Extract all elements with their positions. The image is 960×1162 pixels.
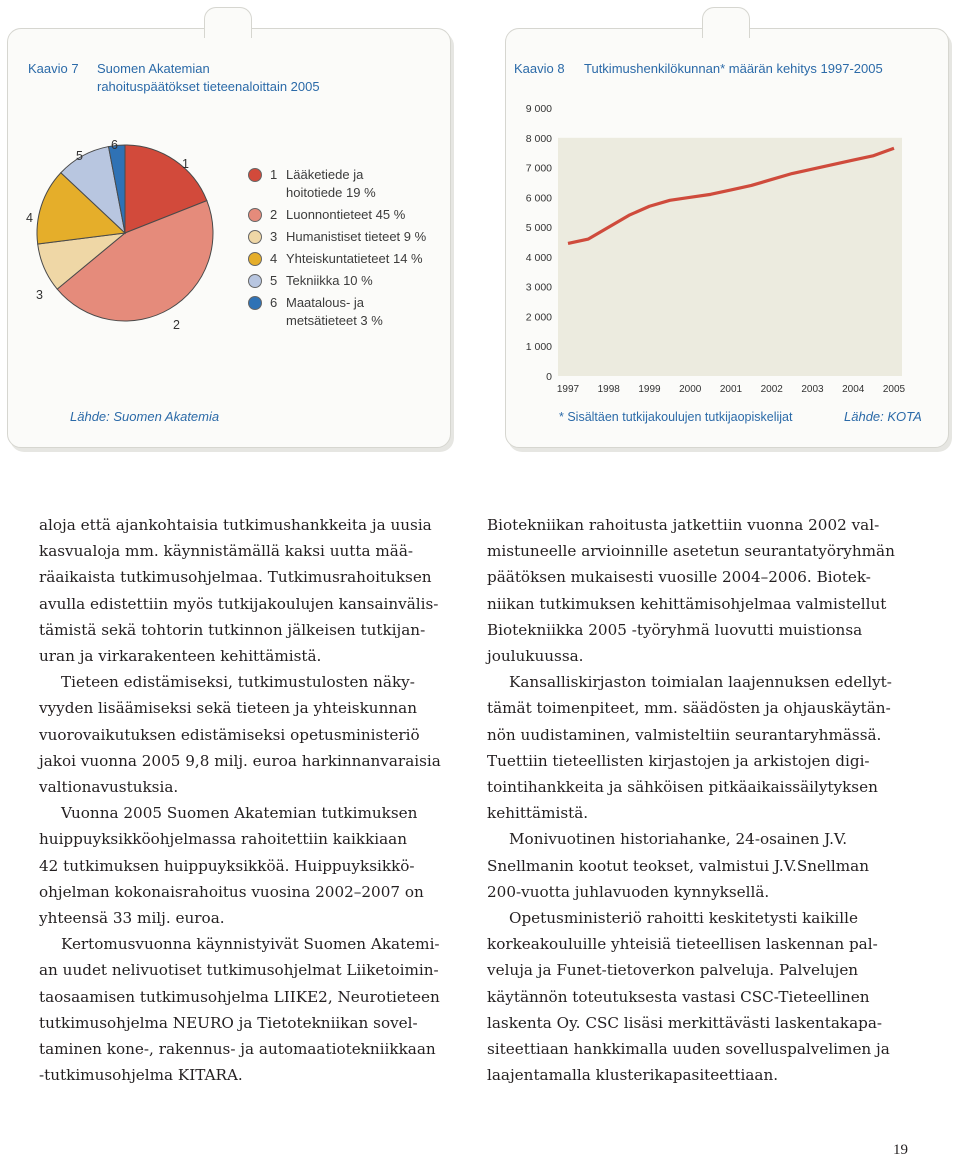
legend-number: 3: [270, 229, 278, 244]
text-line: an uudet nelivuotiset tutkimusohjelmat Liiketoimin-: [39, 961, 439, 980]
paragraph: [487, 826, 923, 905]
text-line: taosaamisen tutkimusohjelma LIIKE2, Neurotieteen: [39, 987, 440, 1006]
text-line: kehittämistä.: [487, 804, 589, 823]
legend-label: Yhteiskuntatieteet 14 %: [286, 251, 423, 266]
paragraph: [487, 669, 923, 826]
text-line: Tuettiin tieteellisten kirjastojen ja arkistojen digi-: [487, 751, 870, 770]
x-tick-label: 1998: [597, 384, 620, 395]
legend-label: Luonnontieteet 45 %: [286, 207, 406, 222]
paragraph: [39, 512, 475, 669]
pie-label: 2: [173, 318, 180, 332]
legend-swatch: [248, 252, 262, 266]
text-line: tämistä sekä tohtorin tutkinnon jälkeisen tutkijan-: [39, 620, 426, 639]
text-line: Opetusministeriö rahoitti keskitetysti kaikille: [509, 909, 858, 928]
chart-source: Lähde: Suomen Akatemia: [70, 409, 220, 424]
panel-tab: [702, 7, 750, 38]
plot-area: [558, 138, 902, 376]
right-text-column: [487, 512, 923, 1088]
chart-number: Kaavio 7: [28, 61, 79, 76]
text-line: avulla edistettiin myös tutkijakoulujen kansainvälis-: [39, 594, 439, 613]
text-line: korkeakouluille yhteisiä tieteellisen laskennan pal-: [487, 935, 878, 954]
pie-chart: [25, 133, 225, 333]
text-line: veluja ja Funet-tietoverkon palveluja. Palvelujen: [487, 961, 859, 980]
legend-swatch: [248, 296, 262, 310]
legend-number: 6: [270, 295, 278, 310]
chart-title: [97, 60, 320, 96]
text-line: aloja että ajankohtaisia tutkimushankkeita ja uusia: [39, 516, 432, 534]
text-line: vyyden lisäämiseksi sekä tieteen ja yhteiskunnan: [39, 699, 417, 718]
paragraph: [39, 800, 475, 931]
text-line: Snellmanin kootut teokset, valmistui J.V.Snellman: [487, 856, 869, 875]
y-tick-label: 2 000: [525, 311, 552, 324]
chart-title-line: rahoituspäätökset tieteenaloittain 2005: [97, 79, 320, 94]
x-tick-label: 2005: [882, 384, 906, 395]
text-line: tutkimusohjelma NEURO ja Tietotekniikan sovel-: [39, 1013, 418, 1032]
legend-number: 1: [270, 167, 278, 182]
text-line: laskenta Oy. CSC lisäsi merkittävästi laskentakapa-: [487, 1013, 883, 1032]
legend-swatch: [248, 208, 262, 222]
legend-label: Humanistiset tieteet 9 %: [286, 229, 427, 244]
legend-swatch: [248, 274, 262, 288]
chart-footnote: * Sisältäen tutkijakoulujen tutkijaopiskelijat: [559, 410, 793, 424]
pie-label: 5: [76, 149, 83, 163]
chart-title: Tutkimushenkilökunnan* määrän kehitys 1997-2005: [584, 61, 883, 76]
legend-item: [248, 272, 426, 290]
text-line: jakoi vuonna 2005 9,8 milj. euroa harkinnanvaraisia: [39, 751, 441, 770]
chart-title-line: Suomen Akatemian: [97, 61, 210, 76]
legend-label: metsätieteet 3 %: [286, 313, 383, 328]
pie-label: 4: [26, 211, 33, 225]
text-line: vuorovaikutuksen edistämiseksi opetusministeriö: [39, 725, 420, 744]
text-line: Tieteen edistämiseksi, tutkimustulosten näky-: [61, 673, 415, 692]
line-chart: [510, 98, 910, 408]
text-line: valtionavustuksia.: [39, 778, 179, 797]
chart-number: Kaavio 8: [514, 61, 565, 76]
text-line: Kertomusvuonna käynnistyivät Suomen Akatemi-: [61, 935, 440, 954]
text-line: räaikaista tutkimusohjelmaa. Tutkimusrahoituksen: [39, 568, 432, 587]
text-line: päätöksen mukaisesti vuosille 2004–2006. Biotek-: [487, 568, 871, 587]
text-line: yhteensä 33 milj. euroa.: [39, 909, 225, 928]
legend-item: [248, 228, 426, 246]
y-tick-label: 4 000: [525, 251, 552, 264]
y-tick-label: 9 000: [525, 103, 552, 115]
legend-item: [248, 250, 426, 268]
pie-label: 1: [182, 157, 189, 171]
text-line: huippuyksikköohjelmassa rahoitettiin kaikkiaan: [39, 830, 408, 849]
x-tick-label: 1999: [638, 384, 661, 395]
paragraph: [487, 905, 923, 1088]
paragraph: [39, 669, 475, 800]
text-line: 42 tutkimuksen huippuyksikköä. Huippuyksikkö-: [39, 856, 415, 875]
text-line: ohjelman kokonaisrahoitus vuosina 2002–2007 on: [39, 882, 424, 901]
pie-label: 3: [36, 288, 43, 302]
legend-label: Lääketiede ja: [286, 167, 364, 182]
paragraph: [487, 512, 923, 669]
y-tick-label: 5 000: [525, 222, 552, 235]
legend-number: 4: [270, 251, 278, 266]
text-line: käytännön toteutuksesta vastasi CSC-Tieteellinen: [487, 987, 870, 1006]
text-line: laajentamalla klusterikapasiteettiaan.: [487, 1066, 779, 1085]
text-line: nön uudistaminen, valmisteltiin seurantaryhmässä.: [487, 725, 882, 744]
y-tick-label: 6 000: [525, 192, 552, 205]
text-line: tointihankkeita ja sähköisen pitkäaikaissäilytyksen: [487, 778, 878, 797]
y-tick-label: 3 000: [525, 281, 552, 294]
text-line: uran ja virkarakenteen kehittämistä.: [39, 647, 322, 666]
legend-item: [248, 294, 426, 330]
legend-label: Maatalous- ja: [286, 295, 365, 310]
y-tick-label: 8 000: [525, 132, 552, 145]
legend-number: 2: [270, 207, 278, 222]
legend-swatch: [248, 168, 262, 182]
text-line: Biotekniikan rahoitusta jatkettiin vuonna 2002 val-: [487, 516, 880, 534]
text-line: Kansalliskirjaston toimialan laajennuksen edellyt-: [509, 673, 892, 692]
y-tick-label: 1 000: [525, 341, 552, 354]
x-tick-label: 2002: [760, 384, 783, 395]
legend-swatch: [248, 230, 262, 244]
legend-label: Tekniikka 10 %: [286, 273, 373, 288]
legend-item: [248, 166, 426, 202]
x-tick-label: 2004: [842, 384, 865, 395]
legend-number: 5: [270, 273, 278, 288]
pie-legend: [248, 166, 426, 334]
y-tick-label: 0: [546, 371, 552, 383]
legend-item: [248, 206, 426, 224]
legend-label: hoitotiede 19 %: [286, 185, 376, 200]
text-line: siteettiaan hankkimalla uuden sovelluspalvelimen ja: [487, 1040, 890, 1059]
text-line: 200-vuotta juhlavuoden kynnyksellä.: [487, 882, 770, 901]
y-tick-label: 7 000: [525, 162, 552, 175]
pie-label: 6: [111, 138, 118, 152]
text-line: niikan tutkimuksen kehittämisohjelmaa valmistellut: [487, 594, 887, 613]
text-line: Biotekniikka 2005 -työryhmä luovutti muistionsa: [487, 620, 863, 639]
paragraph: [39, 931, 475, 1088]
text-line: mistuneelle arvioinnille asetetun seurantatyöryhmän: [487, 542, 895, 561]
x-tick-label: 2001: [719, 384, 743, 395]
text-line: Monivuotinen historiahanke, 24-osainen J.V.: [509, 830, 848, 849]
text-line: Vuonna 2005 Suomen Akatemian tutkimuksen: [61, 804, 418, 823]
x-tick-label: 2000: [679, 384, 702, 395]
page-number: 19: [893, 1142, 908, 1158]
text-line: kasvualoja mm. käynnistämällä kaksi uutta mää-: [39, 542, 414, 561]
x-tick-label: 2003: [801, 384, 824, 395]
text-line: taminen kone-, rakennus- ja automaatiotekniikkaan: [39, 1040, 436, 1059]
text-line: joulukuussa.: [487, 647, 584, 666]
x-tick-label: 1997: [556, 384, 580, 395]
chart-source: Lähde: KOTA: [844, 409, 922, 424]
left-text-column: [39, 512, 475, 1088]
panel-tab: [204, 7, 252, 38]
text-line: tämät toimenpiteet, mm. säädösten ja ohjauskäytän-: [487, 699, 891, 718]
text-line: -tutkimusohjelma KITARA.: [39, 1066, 243, 1085]
